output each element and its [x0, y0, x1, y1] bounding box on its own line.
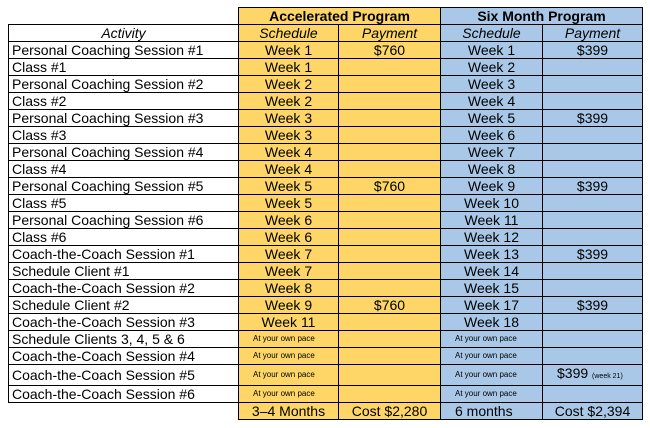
accelerated-payment-cell [339, 280, 441, 297]
table-row [9, 127, 643, 144]
six-month-payment-header: Payment [543, 25, 643, 42]
six-month-payment-cell [543, 212, 643, 229]
activity-cell: Coach-the-Coach Session #4 [9, 348, 239, 365]
accelerated-schedule-cell: Week 5 [239, 178, 339, 195]
accelerated-schedule-cell: At your own pace [239, 331, 339, 348]
activity-cell: Personal Coaching Session #1 [9, 42, 239, 59]
accelerated-duration: 3–4 Months [239, 403, 339, 420]
footer-row [9, 403, 643, 420]
accelerated-program-header: Accelerated Program [239, 8, 441, 25]
table-body [9, 8, 643, 403]
table-row [9, 195, 643, 212]
accelerated-payment-cell [339, 59, 441, 76]
accelerated-schedule-cell: Week 3 [239, 127, 339, 144]
accelerated-schedule-cell: Week 4 [239, 161, 339, 178]
six-month-schedule-cell: Week 15 [441, 280, 543, 297]
six-month-schedule-cell: Week 9 [441, 178, 543, 195]
table-row [9, 229, 643, 246]
table-row [9, 331, 643, 348]
activity-cell: Class #3 [9, 127, 239, 144]
six-month-schedule-cell: Week 12 [441, 229, 543, 246]
six-month-payment-cell [543, 280, 643, 297]
accelerated-payment-cell [339, 144, 441, 161]
activity-cell: Personal Coaching Session #5 [9, 178, 239, 195]
six-month-payment-cell [543, 127, 643, 144]
six-month-schedule-cell: Week 8 [441, 161, 543, 178]
six-month-schedule-cell: Week 11 [441, 212, 543, 229]
six-month-schedule-cell: Week 14 [441, 263, 543, 280]
activity-cell: Personal Coaching Session #6 [9, 212, 239, 229]
table-row [9, 59, 643, 76]
six-month-payment-note: (week 21) [592, 373, 623, 380]
activity-cell: Personal Coaching Session #2 [9, 76, 239, 93]
table-row [9, 297, 643, 314]
accelerated-schedule-cell: Week 8 [239, 280, 339, 297]
accelerated-payment-cell [339, 127, 441, 144]
accelerated-payment-cell [339, 76, 441, 93]
six-month-schedule-cell: Week 18 [441, 314, 543, 331]
activity-cell: Class #1 [9, 59, 239, 76]
six-month-program-header: Six Month Program [441, 8, 643, 25]
six-month-payment-cell [543, 161, 643, 178]
accelerated-schedule-cell: Week 1 [239, 59, 339, 76]
activity-cell: Personal Coaching Session #4 [9, 144, 239, 161]
table-row [9, 144, 643, 161]
activity-cell: Class #6 [9, 229, 239, 246]
accelerated-schedule-cell: Week 4 [239, 144, 339, 161]
six-month-payment-cell [543, 229, 643, 246]
activity-cell: Coach-the-Coach Session #5 [9, 365, 239, 386]
six-month-payment-value: $399 [557, 365, 589, 381]
activity-cell: Schedule Clients 3, 4, 5 & 6 [9, 331, 239, 348]
accelerated-payment-cell [339, 161, 441, 178]
six-month-schedule-cell: Week 7 [441, 144, 543, 161]
accelerated-schedule-cell: At your own pace [239, 365, 339, 386]
accelerated-payment-cell [339, 314, 441, 331]
accelerated-schedule-cell: Week 6 [239, 212, 339, 229]
activity-cell: Personal Coaching Session #3 [9, 110, 239, 127]
column-header-row [9, 25, 643, 42]
six-month-duration: 6 months [441, 403, 543, 420]
six-month-payment-cell: $399 [543, 178, 643, 195]
six-month-schedule-cell: Week 2 [441, 59, 543, 76]
six-month-schedule-header: Schedule [441, 25, 543, 42]
accelerated-payment-cell [339, 195, 441, 212]
six-month-schedule-cell: Week 4 [441, 93, 543, 110]
accelerated-schedule-cell: Week 9 [239, 297, 339, 314]
accelerated-payment-cell [339, 229, 441, 246]
table-row [9, 110, 643, 127]
accelerated-payment-cell [339, 110, 441, 127]
six-month-payment-cell [543, 144, 643, 161]
six-month-payment-cell [543, 93, 643, 110]
accelerated-cost: Cost $2,280 [339, 403, 441, 420]
activity-cell: Class #2 [9, 93, 239, 110]
six-month-cost: Cost $2,394 [543, 403, 643, 420]
accelerated-schedule-cell: Week 1 [239, 42, 339, 59]
activity-cell: Coach-the-Coach Session #1 [9, 246, 239, 263]
accelerated-schedule-cell: Week 11 [239, 314, 339, 331]
footer-blank-cell [9, 403, 239, 420]
table-row [9, 161, 643, 178]
accelerated-schedule-cell: Week 7 [239, 246, 339, 263]
six-month-payment-cell [543, 331, 643, 348]
six-month-schedule-cell: Week 1 [441, 42, 543, 59]
six-month-payment-cell [543, 348, 643, 365]
table-row [9, 314, 643, 331]
six-month-payment-cell: $399 [543, 297, 643, 314]
six-month-payment-cell [543, 263, 643, 280]
accelerated-schedule-cell: At your own pace [239, 386, 339, 403]
activity-cell: Schedule Client #1 [9, 263, 239, 280]
accelerated-payment-cell [339, 386, 441, 403]
accelerated-payment-cell [339, 348, 441, 365]
table-row [9, 280, 643, 297]
accelerated-payment-cell: $760 [339, 297, 441, 314]
six-month-payment-cell [543, 195, 643, 212]
six-month-schedule-cell: Week 3 [441, 76, 543, 93]
six-month-schedule-cell: Week 17 [441, 297, 543, 314]
activity-cell: Schedule Client #2 [9, 297, 239, 314]
table-row [9, 42, 643, 59]
activity-column-header: Activity [9, 25, 239, 42]
six-month-schedule-cell: At your own pace [441, 386, 543, 403]
table-row [9, 178, 643, 195]
accelerated-payment-cell: $760 [339, 178, 441, 195]
table-row [9, 76, 643, 93]
six-month-schedule-cell: Week 10 [441, 195, 543, 212]
table-row [9, 212, 643, 229]
six-month-schedule-cell: At your own pace [441, 331, 543, 348]
table-row [9, 93, 643, 110]
six-month-payment-cell [543, 386, 643, 403]
six-month-schedule-cell: Week 13 [441, 246, 543, 263]
six-month-payment-cell [543, 76, 643, 93]
table-row [9, 386, 643, 403]
accelerated-payment-cell [339, 263, 441, 280]
six-month-schedule-cell: Week 5 [441, 110, 543, 127]
activity-cell: Coach-the-Coach Session #3 [9, 314, 239, 331]
accelerated-schedule-cell: Week 3 [239, 110, 339, 127]
program-comparison-table-wrap [8, 7, 643, 420]
table-row [9, 263, 643, 280]
table-row [9, 246, 643, 263]
activity-cell: Coach-the-Coach Session #2 [9, 280, 239, 297]
accelerated-payment-cell [339, 212, 441, 229]
accelerated-schedule-cell: Week 2 [239, 76, 339, 93]
accelerated-schedule-cell: At your own pace [239, 348, 339, 365]
six-month-payment-cell [543, 59, 643, 76]
accelerated-payment-cell [339, 331, 441, 348]
six-month-payment-cell [543, 314, 643, 331]
table-row [9, 365, 643, 386]
six-month-payment-cell: $399 [543, 110, 643, 127]
accelerated-schedule-cell: Week 6 [239, 229, 339, 246]
accelerated-schedule-header: Schedule [239, 25, 339, 42]
accelerated-payment-cell [339, 365, 441, 386]
accelerated-schedule-cell: Week 5 [239, 195, 339, 212]
six-month-schedule-cell: Week 6 [441, 127, 543, 144]
header-blank-cell [9, 8, 239, 25]
accelerated-payment-cell [339, 93, 441, 110]
six-month-payment-cell [543, 365, 643, 386]
program-comparison-table [8, 7, 643, 420]
six-month-schedule-cell: At your own pace [441, 365, 543, 386]
six-month-schedule-cell: At your own pace [441, 348, 543, 365]
table-row [9, 348, 643, 365]
accelerated-payment-cell [339, 246, 441, 263]
six-month-payment-cell: $399 [543, 246, 643, 263]
accelerated-schedule-cell: Week 7 [239, 263, 339, 280]
six-month-payment-cell: $399 [543, 42, 643, 59]
activity-cell: Coach-the-Coach Session #6 [9, 386, 239, 403]
program-header-row [9, 8, 643, 25]
accelerated-payment-cell: $760 [339, 42, 441, 59]
accelerated-payment-header: Payment [339, 25, 441, 42]
accelerated-schedule-cell: Week 2 [239, 93, 339, 110]
activity-cell: Class #5 [9, 195, 239, 212]
activity-cell: Class #4 [9, 161, 239, 178]
